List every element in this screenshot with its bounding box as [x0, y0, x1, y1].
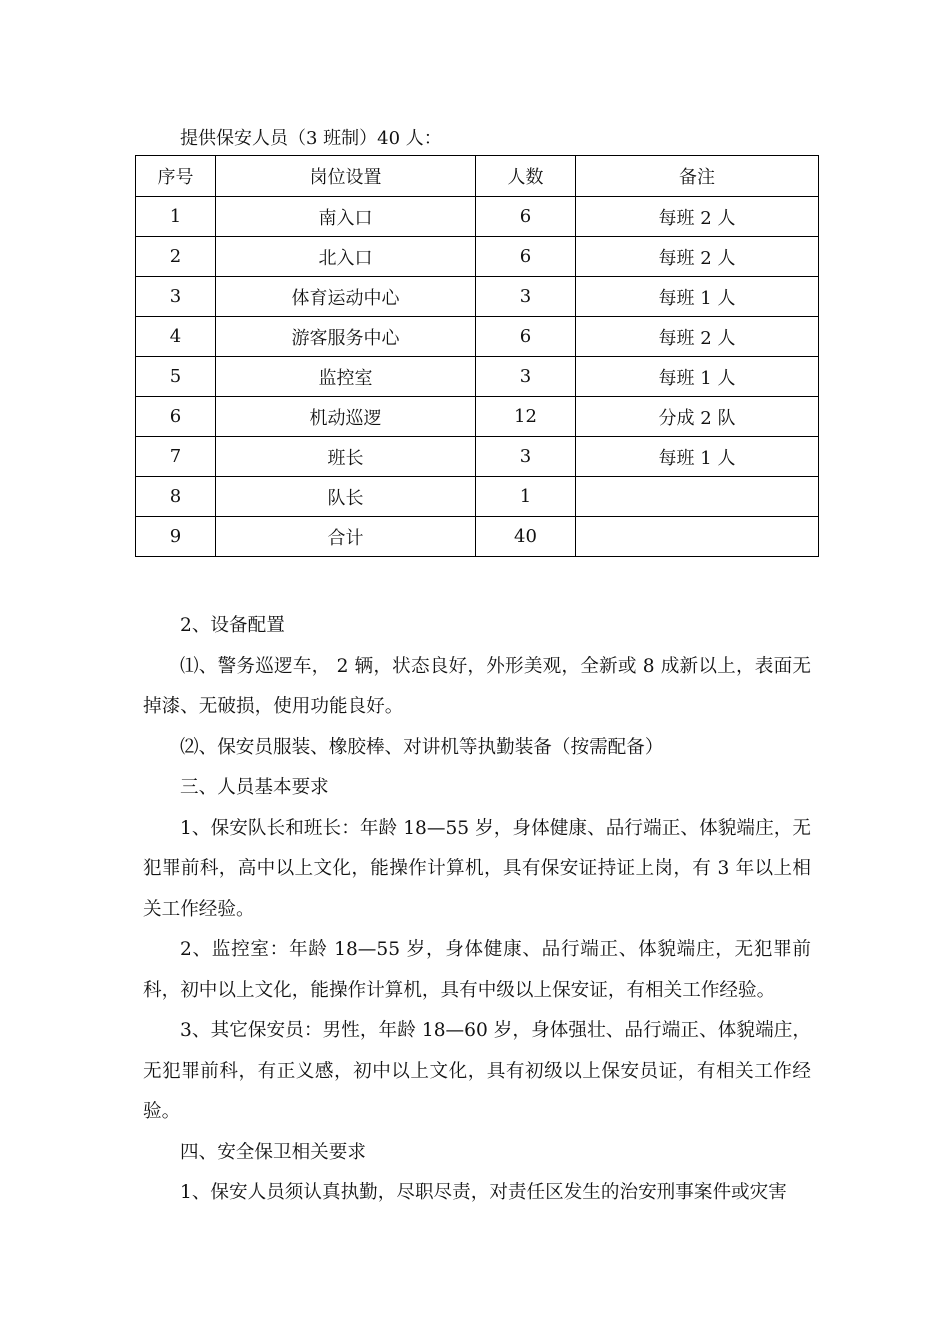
- cell-note: 分成 2 队: [576, 397, 819, 437]
- cell-count: 6: [476, 197, 576, 237]
- cell-index: 7: [136, 437, 216, 477]
- cell-note: [576, 517, 819, 557]
- cell-post: 队长: [216, 477, 476, 517]
- table-row: [136, 317, 819, 357]
- cell-note: 每班 2 人: [576, 317, 819, 357]
- cell-post: 机动巡逻: [216, 397, 476, 437]
- table-row-total: [136, 517, 819, 557]
- cell-index: 5: [136, 357, 216, 397]
- cell-post: 监控室: [216, 357, 476, 397]
- cell-count: 1: [476, 477, 576, 517]
- paragraph-duty-requirements: 1、保安人员须认真执勤，尽职尽责，对责任区发生的治安刑事案件或灾害: [180, 1182, 787, 1203]
- cell-count: 3: [476, 277, 576, 317]
- cell-count: 3: [476, 357, 576, 397]
- cell-post: 南入口: [216, 197, 476, 237]
- header-note: 备注: [576, 156, 819, 197]
- header-post: 岗位设置: [216, 156, 476, 197]
- cell-count: 12: [476, 397, 576, 437]
- intro-line: 提供保安人员（3 班制）40 人：: [180, 128, 442, 149]
- cell-note: 每班 1 人: [576, 357, 819, 397]
- cell-count: 3: [476, 437, 576, 477]
- cell-note: 每班 1 人: [576, 437, 819, 477]
- section-heading-security-requirements: 四、安全保卫相关要求: [180, 1141, 366, 1163]
- table-row: [136, 437, 819, 477]
- cell-note: 每班 1 人: [576, 277, 819, 317]
- table-row: [136, 477, 819, 517]
- cell-index: 6: [136, 397, 216, 437]
- cell-note: [576, 477, 819, 517]
- cell-post: 合计: [216, 517, 476, 557]
- cell-post: 班长: [216, 437, 476, 477]
- table-row: [136, 197, 819, 237]
- cell-count: 6: [476, 317, 576, 357]
- paragraph-guard-requirements: 3、其它保安员：男性，年龄 18—60 岁，身体强壮、品行端正、体貌端庄，无犯罪前科，有正义感，初中以上文化，具有初级以上保安员证，有相关工作经验。: [143, 1020, 811, 1122]
- body-text: [143, 606, 811, 1214]
- header-index: 序号: [136, 156, 216, 197]
- table-row: [136, 397, 819, 437]
- cell-index: 9: [136, 517, 216, 557]
- cell-count: 6: [476, 237, 576, 277]
- paragraph-uniform-gear: ⑵、保安员服装、橡胶棒、对讲机等执勤装备（按需配备）: [180, 736, 664, 758]
- cell-post: 体育运动中心: [216, 277, 476, 317]
- paragraph-patrol-car: ⑴、警务巡逻车， 2 辆，状态良好，外形美观，全新或 8 成新以上，表面无掉漆、无破损，使用功能良好。: [143, 655, 811, 717]
- cell-post: 北入口: [216, 237, 476, 277]
- paragraph-captain-requirements: 1、保安队长和班长：年龄 18—55 岁，身体健康、品行端正、体貌端庄，无犯罪前科，高中以上文化，能操作计算机，具有保安证持证上岗，有 3 年以上相关工作经验。: [143, 817, 811, 920]
- cell-index: 8: [136, 477, 216, 517]
- section-heading-equipment: 2、设备配置: [180, 615, 285, 636]
- paragraph-monitor-requirements: 2、监控室：年龄 18—55 岁，身体健康、品行端正、体貌端庄，无犯罪前科，初中以上文化，能操作计算机，具有中级以上保安证，有相关工作经验。: [143, 939, 811, 1001]
- table-row: [136, 357, 819, 397]
- cell-index: 1: [136, 197, 216, 237]
- cell-count: 40: [476, 517, 576, 557]
- table-row: [136, 277, 819, 317]
- cell-index: 2: [136, 237, 216, 277]
- cell-index: 3: [136, 277, 216, 317]
- section-heading-staff-requirements: 三、人员基本要求: [180, 777, 329, 798]
- cell-index: 4: [136, 317, 216, 357]
- staff-table: [135, 155, 819, 557]
- cell-note: 每班 2 人: [576, 197, 819, 237]
- cell-note: 每班 2 人: [576, 237, 819, 277]
- header-count: 人数: [476, 156, 576, 197]
- cell-post: 游客服务中心: [216, 317, 476, 357]
- table-header-row: [136, 156, 819, 197]
- table-row: [136, 237, 819, 277]
